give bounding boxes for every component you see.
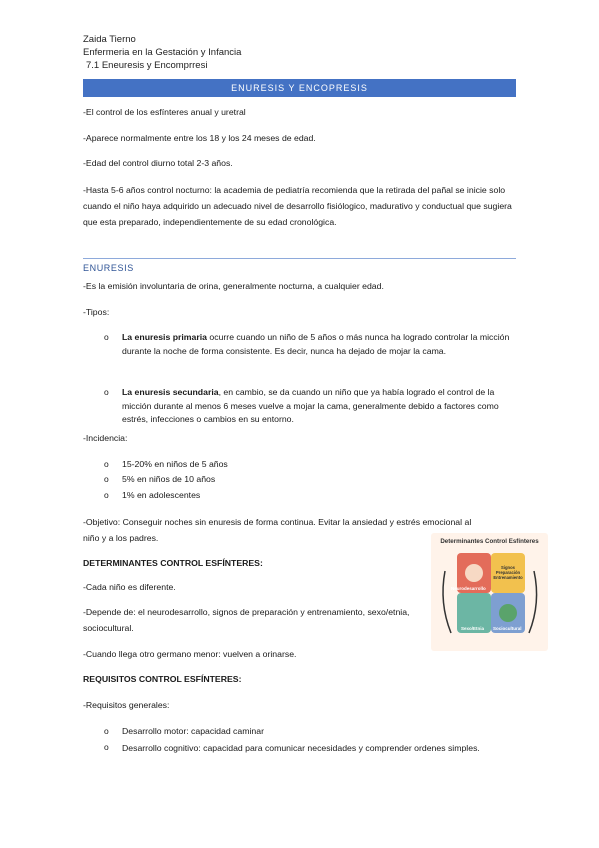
tipo-primaria [122, 331, 517, 358]
figure-label-signos: Signos Preparación Entrenamiento [493, 565, 523, 580]
tipos-label: -Tipos: [83, 307, 110, 317]
figure-label-neurodesarrollo: Neurodesarrollo [451, 586, 486, 591]
figure-label-sociocultural: Sociocultural [493, 626, 522, 631]
topic-name: 7.1 Eneuresis y Encomprresi [86, 60, 208, 71]
intro-paragraph-3: -Edad del control diurno total 2-3 años. [83, 158, 233, 168]
determinantes-item-2: -Depende de: el neurodesarrollo, signos de preparación y entrenamiento, sexo/etnia, sociocultural. [83, 607, 410, 633]
requisitos-heading: REQUISITOS CONTROL ESFÍNTERES: [83, 674, 242, 684]
section-divider [83, 258, 516, 259]
curved-arrow-right-icon [529, 571, 537, 633]
bullet-marker: o [104, 459, 109, 469]
author-name: Zaida Tierno [83, 34, 136, 45]
curved-arrow-left-icon [443, 571, 451, 633]
figure-title: Determinantes Control Esfínteres [440, 538, 539, 545]
incidencia-item-3: 1% en adolescentes [122, 490, 201, 500]
bullet-marker: o [104, 490, 109, 500]
intro-paragraph-2: -Aparece normalmente entre los 18 y los 24 meses de edad. [83, 133, 316, 143]
child-figure-icon [465, 564, 483, 582]
tipo-secundaria [122, 386, 517, 427]
bullet-marker: o [104, 474, 109, 484]
bullet-marker: o [104, 742, 109, 752]
tipo-secundaria-term: La enuresis secundaria [122, 387, 219, 397]
determinantes-item-1: -Cada niño es diferente. [83, 582, 176, 592]
bullet-marker: o [104, 332, 109, 342]
intro-paragraph-4: -Hasta 5-6 años control nocturno: la academia de pediatría recomienda que la retirada del pañal se inicie solo cuando el niño haya adquirido un adecuado nivel de desarrollo fisiólogico, madurativo y conductual que sugiera que esta preparado, independientemente de su edad cronológica. [83, 185, 512, 228]
figure-label-sexo: Sexo/Etnia [461, 626, 485, 631]
objetivo-paragraph: -Objetivo: Conseguir noches sin enuresis de forma continua. Evitar la ansiedad y estrés emocional al niño y a los padres. [83, 517, 472, 543]
requisito-cognitivo: Desarrollo cognitivo: capacidad para comunicar necesidades y comprender ordenes simples. [122, 743, 480, 753]
enuresis-heading: ENURESIS [83, 263, 134, 273]
bullet-marker: o [104, 726, 109, 736]
section-banner: ENURESIS Y ENCOPRESIS [83, 79, 516, 97]
requisito-motor: Desarrollo motor: capacidad caminar [122, 726, 264, 736]
tipo-primaria-term: La enuresis primaria [122, 332, 207, 342]
determinantes-item-3: -Cuando llega otro germano menor: vuelven a orinarse. [83, 649, 297, 659]
tipo-primaria-text: ocurre cuando un niño de 5 años o más nunca ha logrado controlar la micción durante la noche de forma consistente. Es decir, nunca ha dejado de mojar la cama. [122, 332, 510, 356]
determinantes-heading: DETERMINANTES CONTROL ESFÍNTERES: [83, 558, 263, 568]
requisitos-generales-label: -Requisitos generales: [83, 700, 170, 710]
puzzle-graphic [431, 533, 548, 651]
intro-paragraph-1: -El control de los esfínteres anual y uretral [83, 107, 246, 117]
enuresis-definition: -Es la emisión involuntaria de orina, generalmente nocturna, a cualquier edad. [83, 281, 384, 291]
incidencia-label: -Incidencia: [83, 433, 128, 443]
determinantes-figure [431, 533, 548, 651]
incidencia-item-1: 15-20% en niños de 5 años [122, 459, 228, 469]
course-name: Enfermeria en la Gestación y Infancia [83, 47, 242, 58]
globe-icon [499, 604, 517, 622]
bullet-marker: o [104, 387, 109, 397]
incidencia-item-2: 5% en niños de 10 años [122, 474, 216, 484]
tipo-secundaria-text: , en cambio, se da cuando un niño que ya había logrado el control de la micción durante al menos 6 meses vuelve a mojar la cama, generalmente debido a factores como estrés, infecciones o cambios en su entorno. [122, 387, 499, 424]
